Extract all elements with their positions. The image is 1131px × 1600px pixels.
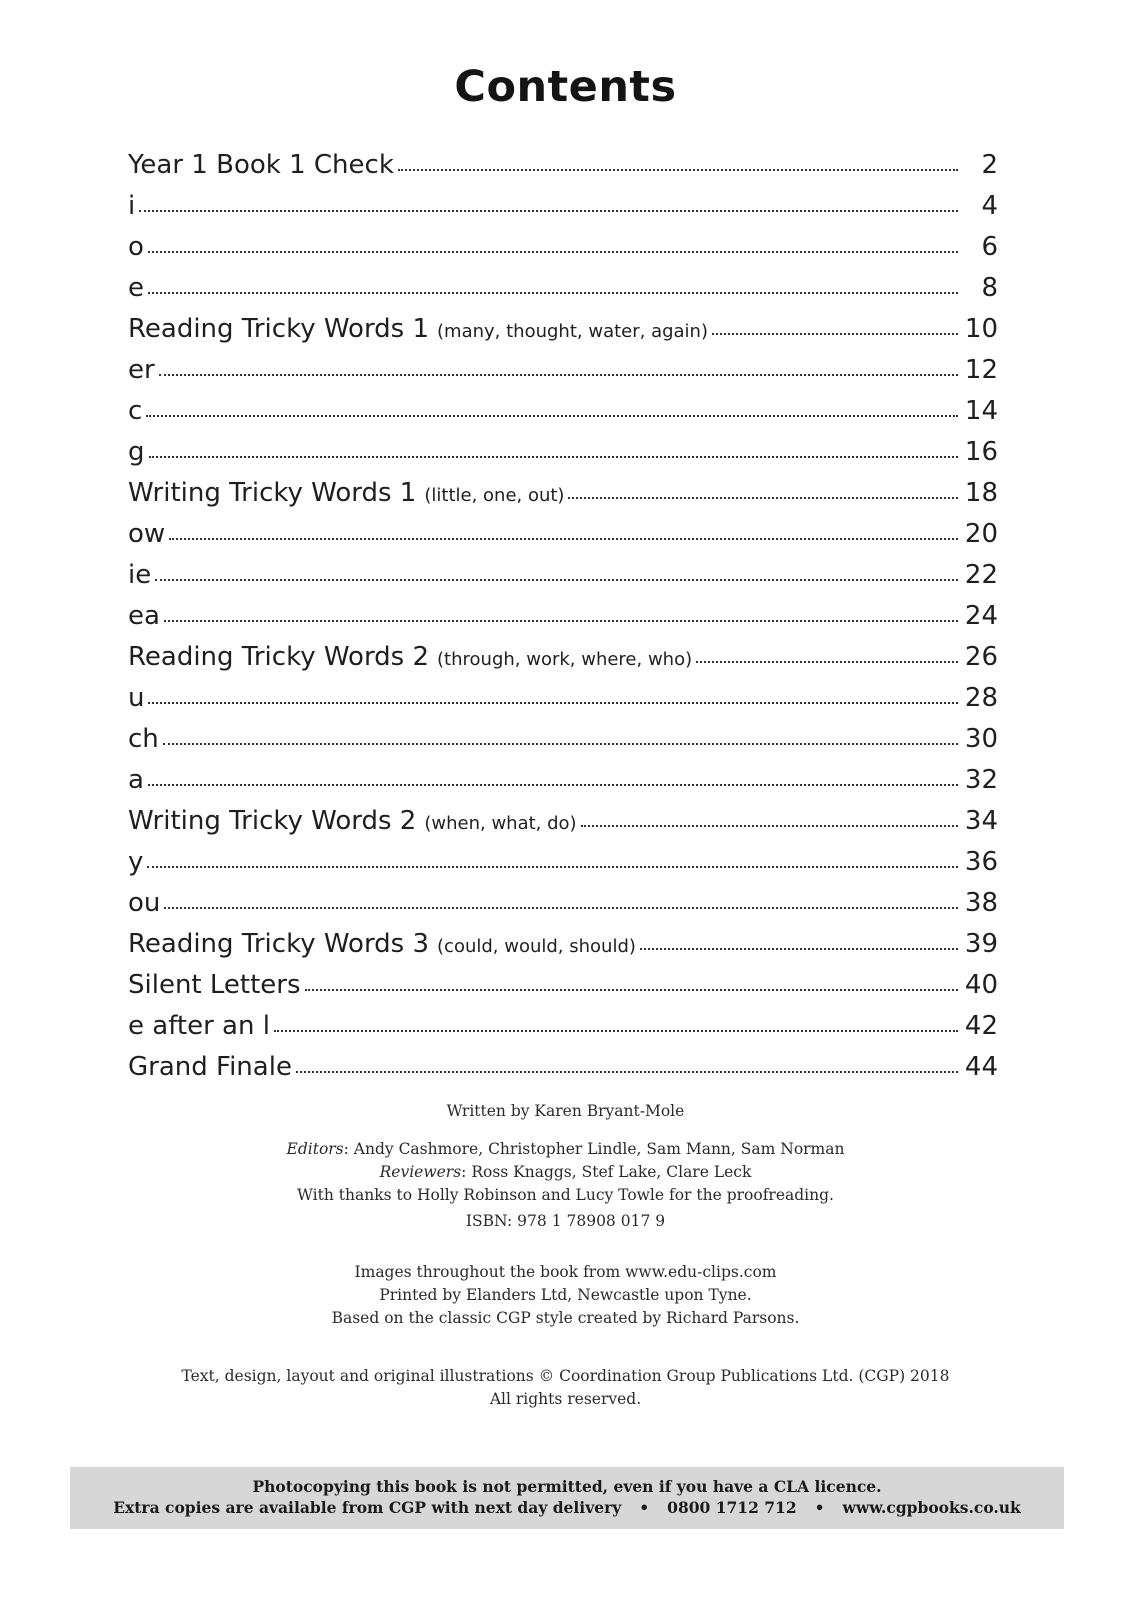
toc-entry-title-text: ch	[128, 724, 159, 754]
toc-entry-title-text: Silent Letters	[128, 970, 301, 1000]
toc-entry-words: (when, what, do)	[424, 813, 577, 834]
toc-entry	[128, 883, 998, 924]
editors-line	[0, 1138, 1131, 1161]
isbn: ISBN: 978 1 78908 017 9	[465, 1212, 666, 1230]
toc-entry	[128, 1006, 998, 1047]
toc-entry-title	[128, 268, 144, 309]
toc-entry-page-number: 40	[964, 970, 998, 1000]
dot-leader	[147, 860, 958, 868]
reviewers-names: : Ross Knaggs, Stef Lake, Clare Leck	[461, 1163, 752, 1181]
dot-leader	[640, 942, 958, 950]
dot-leader	[159, 368, 958, 376]
toc-entry-page-number: 34	[964, 806, 998, 836]
toc-entry	[128, 309, 998, 350]
toc-entry-words: (little, one, out)	[424, 485, 565, 506]
toc-entry-title-text: Year 1 Book 1 Check	[128, 150, 394, 180]
toc-entry-title	[128, 1047, 292, 1088]
toc-entry-title	[128, 965, 301, 1006]
copyright-line: Text, design, layout and original illustrations © Coordination Group Publications Ltd. (CGP) 2018	[181, 1367, 950, 1385]
toc-entry	[128, 268, 998, 309]
toc-entry	[128, 596, 998, 637]
toc-entry	[128, 350, 998, 391]
toc-entry	[128, 555, 998, 596]
rights-line: All rights reserved.	[489, 1390, 642, 1408]
toc-entry-page-number: 44	[964, 1052, 998, 1082]
toc-entry	[128, 760, 998, 801]
toc-entry-title-text: i	[128, 191, 136, 221]
production-credits	[0, 1261, 1131, 1330]
toc-entry-title	[128, 678, 144, 719]
toc-entry-title	[128, 883, 160, 924]
toc-entry-title	[128, 473, 564, 516]
reviewers-line	[0, 1161, 1131, 1184]
toc-entry-page-number: 6	[981, 232, 998, 262]
written-by: Written by Karen Bryant-Mole	[446, 1102, 685, 1120]
dot-leader	[148, 286, 958, 294]
toc-entry-page-number: 14	[964, 396, 998, 426]
toc-entry-page-number: 38	[964, 888, 998, 918]
toc-entry-page-number: 2	[981, 150, 998, 180]
toc-entry-title-text: u	[128, 683, 145, 713]
toc-entry-title-text: ow	[128, 519, 166, 549]
toc-entry-page-number: 30	[964, 724, 998, 754]
toc-entry-title	[128, 637, 692, 680]
toc-entry-title	[128, 719, 159, 760]
editors-label: Editors	[286, 1140, 344, 1158]
reviewers-label: Reviewers	[379, 1163, 462, 1181]
photocopy-notice-band	[70, 1467, 1064, 1529]
editors-names: : Andy Cashmore, Christopher Lindle, Sam Mann, Sam Norman	[343, 1140, 845, 1158]
website-link[interactable]: www.cgpbooks.co.uk	[842, 1498, 1021, 1517]
copyright-block	[0, 1365, 1131, 1411]
style-credit: Based on the classic CGP style created by Richard Parsons.	[331, 1309, 800, 1327]
toc-entry-title	[128, 432, 145, 473]
toc-entry-title	[128, 186, 135, 227]
toc-entry	[128, 924, 998, 965]
toc-entry-title-text: ou	[128, 888, 161, 918]
toc-entry-words: (many, thought, water, again)	[437, 321, 708, 342]
toc-entry-title	[128, 227, 144, 268]
dot-leader	[148, 245, 958, 253]
phone-number: 0800 1712 712	[667, 1498, 797, 1517]
dot-leader	[274, 1024, 958, 1032]
toc-entry-title-text: Grand Finale	[128, 1052, 292, 1082]
extra-copies-text: Extra copies are available from CGP with next day delivery	[113, 1498, 622, 1517]
dot-leader	[581, 819, 958, 827]
toc-entry-title-text: er	[128, 355, 155, 385]
page-title: Contents	[454, 62, 677, 112]
dot-leader	[163, 737, 958, 745]
toc-entry-page-number: 28	[964, 683, 998, 713]
toc-entry	[128, 391, 998, 432]
toc-entry-title-text: Writing Tricky Words 2	[128, 806, 417, 836]
toc-entry-words: (through, work, where, who)	[437, 649, 693, 670]
toc-entry	[128, 145, 998, 186]
toc-entry-title-text: e after an l	[128, 1011, 270, 1041]
toc-entry-title-text: e	[128, 273, 144, 303]
toc-entry-page-number: 26	[964, 642, 998, 672]
toc-entry-page-number: 4	[981, 191, 998, 221]
toc-entry-title-text: y	[128, 847, 144, 877]
toc-entry	[128, 842, 998, 883]
toc-entry	[128, 801, 998, 842]
toc-entry	[128, 227, 998, 268]
toc-entry-title-text: g	[128, 437, 145, 467]
toc-entry-title	[128, 1006, 270, 1047]
toc-entry	[128, 432, 998, 473]
toc-entry-title-text: ea	[128, 601, 160, 631]
toc-entry	[128, 719, 998, 760]
dot-leader	[696, 655, 958, 663]
toc-entry-title-text: o	[128, 232, 144, 262]
toc-entry-page-number: 32	[964, 765, 998, 795]
editorial-credits	[0, 1138, 1131, 1207]
toc-entry-page-number: 12	[964, 355, 998, 385]
toc-entry-page-number: 24	[964, 601, 998, 631]
dot-leader	[568, 491, 958, 499]
toc-entry-page-number: 36	[964, 847, 998, 877]
dot-leader	[305, 983, 958, 991]
toc-entry-title-text: Writing Tricky Words 1	[128, 478, 417, 508]
dot-leader	[148, 696, 958, 704]
toc-entry-title	[128, 596, 160, 637]
toc-entry-title-text: Reading Tricky Words 2	[128, 642, 430, 672]
toc-entry	[128, 965, 998, 1006]
printer-credit: Printed by Elanders Ltd, Newcastle upon Tyne.	[379, 1286, 752, 1304]
extra-copies-line	[70, 1497, 1064, 1518]
dot-leader	[296, 1065, 958, 1073]
toc-entry-title-text: c	[128, 396, 143, 426]
toc-entry-title-text: a	[128, 765, 144, 795]
toc-entry-title-text: ie	[128, 560, 152, 590]
toc-entry-title	[128, 145, 394, 186]
toc-entry-title	[128, 801, 577, 844]
thanks-line: With thanks to Holly Robinson and Lucy Towle for the proofreading.	[297, 1186, 834, 1204]
toc-entry-title	[128, 391, 142, 432]
dot-leader	[155, 573, 958, 581]
toc-entry-page-number: 10	[964, 314, 998, 344]
toc-entry-title	[128, 555, 151, 596]
toc-entry-page-number: 8	[981, 273, 998, 303]
toc-entry	[128, 186, 998, 227]
dot-leader	[149, 450, 958, 458]
toc-entry	[128, 678, 998, 719]
toc-entry-page-number: 42	[964, 1011, 998, 1041]
dot-leader	[712, 327, 958, 335]
toc-entry	[128, 1047, 998, 1088]
table-of-contents	[128, 145, 998, 1088]
toc-entry-title	[128, 350, 155, 391]
toc-entry	[128, 514, 998, 555]
toc-entry-page-number: 16	[964, 437, 998, 467]
toc-entry-title-text: Reading Tricky Words 3	[128, 929, 430, 959]
toc-entry-title	[128, 842, 143, 883]
dot-leader	[146, 409, 958, 417]
toc-entry-title	[128, 514, 165, 555]
author-credit	[0, 1100, 1131, 1123]
toc-entry-page-number: 22	[964, 560, 998, 590]
toc-entry	[128, 637, 998, 678]
toc-entry-title	[128, 760, 144, 801]
toc-entry-title-text: Reading Tricky Words 1	[128, 314, 430, 344]
toc-entry-title	[128, 924, 636, 967]
dot-leader	[139, 204, 958, 212]
toc-entry	[128, 473, 998, 514]
isbn-block	[0, 1210, 1131, 1233]
toc-entry-page-number: 20	[964, 519, 998, 549]
toc-entry-page-number: 39	[964, 929, 998, 959]
toc-entry-page-number: 18	[964, 478, 998, 508]
photocopy-notice: Photocopying this book is not permitted, even if you have a CLA licence.	[252, 1477, 882, 1496]
bullet-separator: •	[814, 1498, 825, 1517]
dot-leader	[398, 163, 958, 171]
dot-leader	[164, 901, 958, 909]
dot-leader	[148, 778, 958, 786]
images-credit: Images throughout the book from www.edu-clips.com	[354, 1263, 777, 1281]
dot-leader	[164, 614, 958, 622]
bullet-separator: •	[639, 1498, 650, 1517]
toc-entry-title	[128, 309, 708, 352]
toc-entry-words: (could, would, should)	[437, 936, 636, 957]
dot-leader	[169, 532, 958, 540]
